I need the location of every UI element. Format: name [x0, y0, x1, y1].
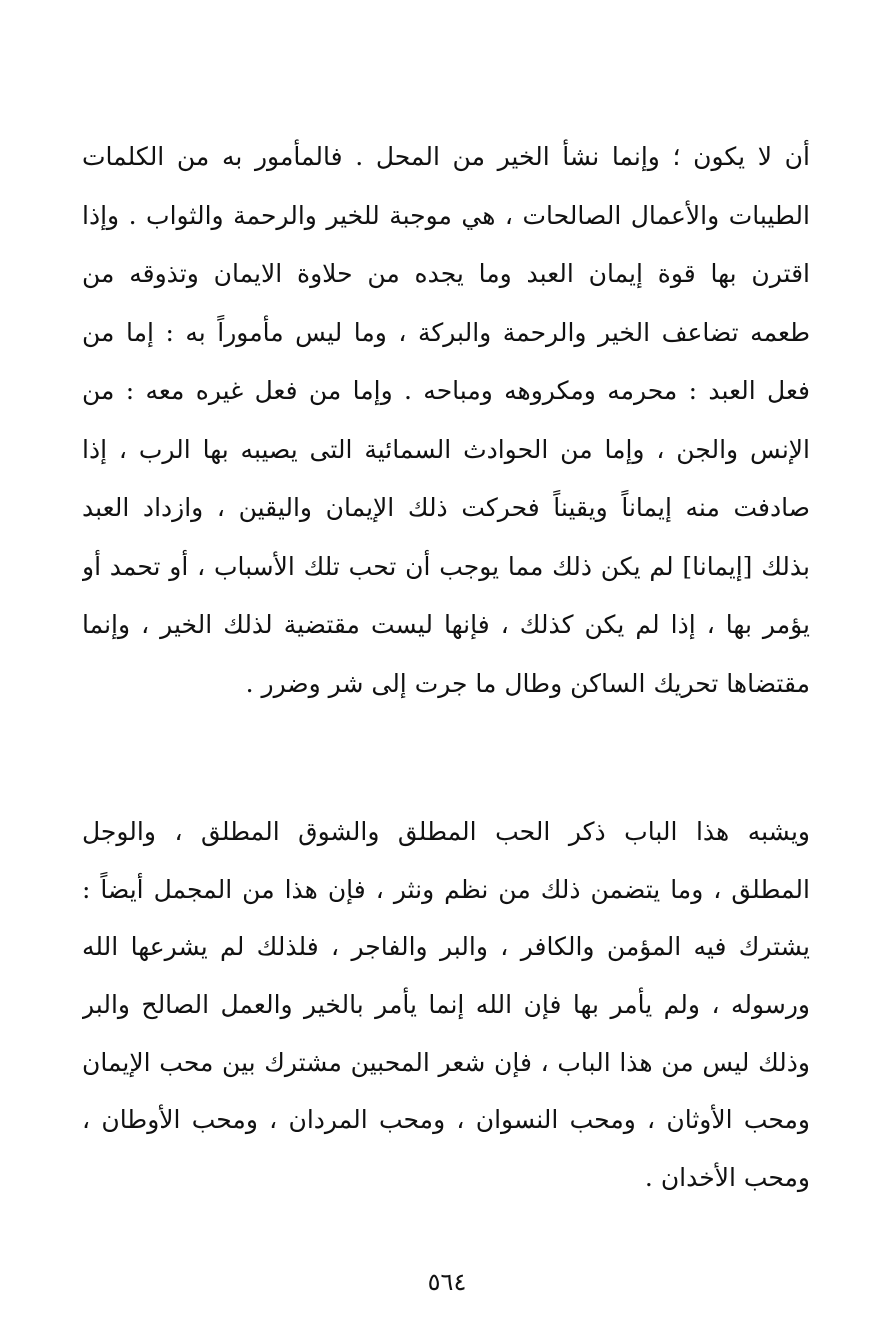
text-line: ويشبه هذا الباب ذكر الحب المطلق والشوق المطلق ، والوجل [82, 817, 810, 846]
text-line: الطيبات والأعمال الصالحات ، هي موجبة للخير والرحمة والثواب . وإذا [82, 200, 810, 230]
text-line: صادفت منه إيماناً ويقيناً فحركت ذلك الإيمان واليقين ، وازداد العبد [82, 493, 810, 522]
page-number: ٥٦٤ [427, 1268, 467, 1296]
paragraph-2 [82, 803, 810, 1207]
text-line: بذلك [إيمانا] لم يكن ذلك مما يوجب أن تحب تلك الأسباب ، أو تحمد أو [82, 551, 810, 581]
text-line: اقترن بها قوة إيمان العبد وما يجده من حلاوة الايمان وتذوقه من [82, 259, 810, 288]
text-line: أن لا يكون ؛ وإنما نشأ الخير من المحل . فالمأمور به من الكلمات [82, 142, 810, 171]
text-line: فعل العبد : محرمه ومكروهه ومباحه . وإما من فعل غيره معه : من [82, 376, 810, 405]
text-line: المطلق ، وما يتضمن ذلك من نظم ونثر ، فإن هذا من المجمل أيضاً : [82, 874, 810, 904]
text-line: ومحب الأوثان ، ومحب النسوان ، ومحب المردان ، ومحب الأوطان ، [82, 1105, 810, 1135]
paragraph-1 [82, 128, 810, 713]
text-line: ورسوله ، ولم يأمر بها فإن الله إنما يأمر بالخير والعمل الصالح والبر [82, 990, 810, 1020]
text-line: مقتضاها تحريك الساكن وطال ما جرت إلى شر وضرر . [245, 668, 810, 698]
text-line: وذلك ليس من هذا الباب ، فإن شعر المحبين مشترك بين محب الإيمان [82, 1047, 810, 1077]
text-line: الإنس والجن ، وإما من الحوادث السمائية التى يصيبه بها الرب ، إذا [82, 434, 810, 464]
text-line: طعمه تضاعف الخير والرحمة والبركة ، وما ليس مأموراً به : إما من [82, 317, 810, 347]
text-line: ومحب الأخدان . [644, 1163, 810, 1193]
text-line: يؤمر بها ، إذا لم يكن كذلك ، فإنها ليست مقتضية لذلك الخير ، وإنما [82, 610, 810, 639]
text-line: يشترك فيه المؤمن والكافر ، والبر والفاجر ، فلذلك لم يشرعها الله [82, 932, 810, 962]
